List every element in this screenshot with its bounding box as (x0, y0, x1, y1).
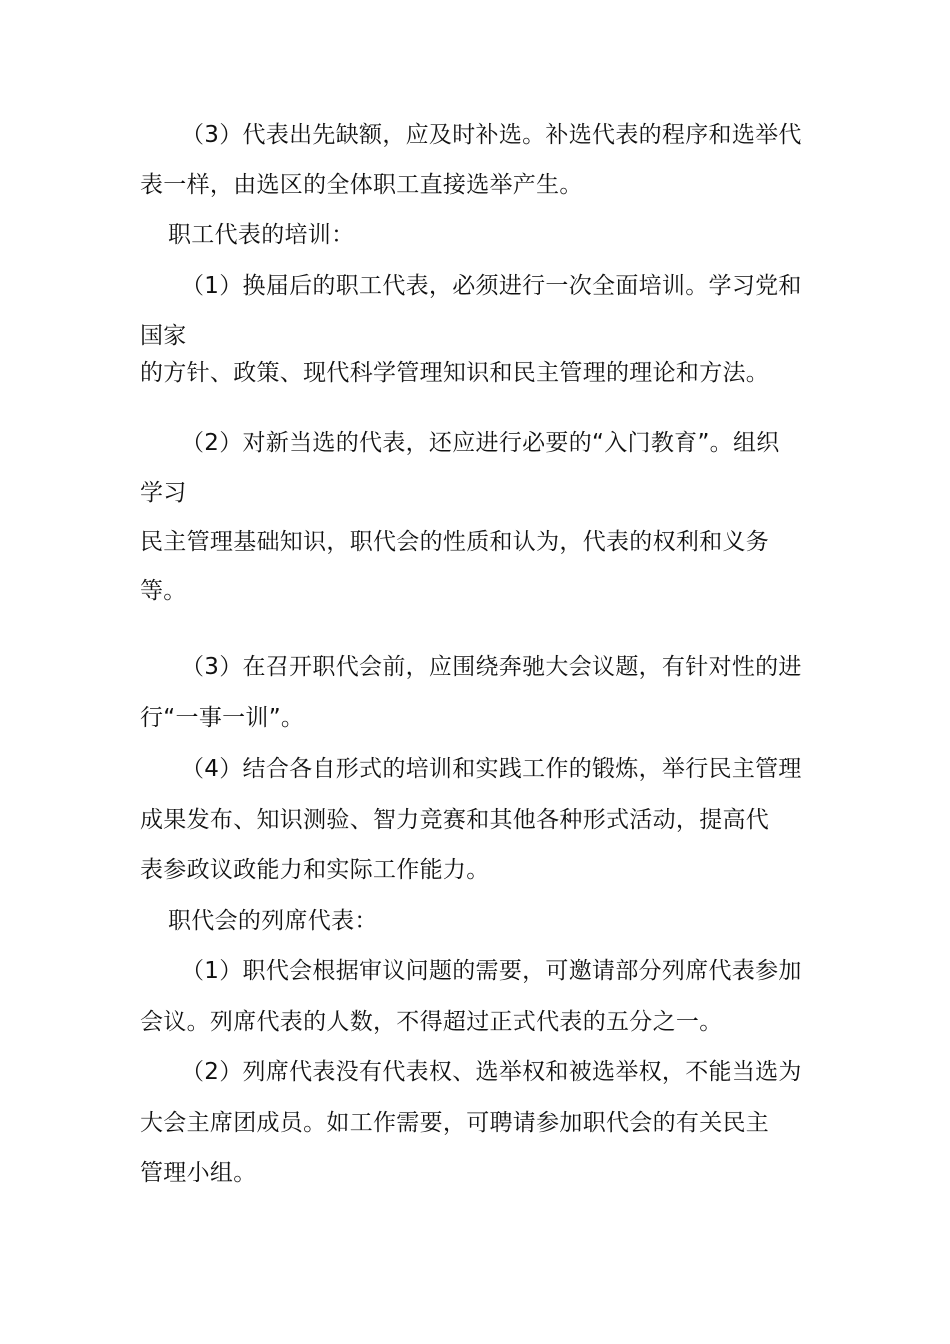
section-heading: 职工代表的培训： (168, 222, 355, 248)
paragraph-line: 民主管理基础知识，职代会的性质和认为，代表的权利和义务 (140, 529, 770, 555)
paragraph-line: 等。 (140, 578, 187, 604)
paragraph-line: 大会主席团成员。如工作需要，可聘请参加职代会的有关民主 (140, 1110, 770, 1136)
paragraph-line: 的方针、政策、现代科学管理知识和民主管理的理论和方法。 (140, 360, 770, 386)
section-heading: 职代会的列席代表： (168, 908, 378, 934)
paragraph-line: 表参政议政能力和实际工作能力。 (140, 857, 490, 883)
paragraph-line: （2）列席代表没有代表权、选举权和被选举权，不能当选为 (181, 1059, 802, 1085)
paragraph-line: （2）对新当选的代表，还应进行必要的“入门教育”。组织 (181, 430, 780, 456)
paragraph-line: （4）结合各自形式的培训和实践工作的锻炼，举行民主管理 (181, 756, 802, 782)
paragraph-line: 管理小组。 (140, 1160, 257, 1186)
paragraph-line: 国家 (140, 323, 187, 349)
paragraph-line: （1）换届后的职工代表，必须进行一次全面培训。学习党和 (181, 273, 802, 299)
paragraph-line: 行“一事一训”。 (140, 705, 305, 731)
paragraph-line: 成果发布、知识测验、智力竞赛和其他各种形式活动，提高代 (140, 807, 770, 833)
paragraph-line: 会议。列席代表的人数，不得超过正式代表的五分之一。 (140, 1009, 723, 1035)
paragraph-line: （3）代表出先缺额，应及时补选。补选代表的程序和选举代 (181, 122, 802, 148)
paragraph-line: 学习 (140, 480, 187, 506)
paragraph-line: （3）在召开职代会前，应围绕奔驰大会议题，有针对性的进 (181, 654, 802, 680)
paragraph-line: 表一样，由选区的全体职工直接选举产生。 (140, 172, 583, 198)
paragraph-line: （1）职代会根据审议问题的需要，可邀请部分列席代表参加 (181, 958, 802, 984)
